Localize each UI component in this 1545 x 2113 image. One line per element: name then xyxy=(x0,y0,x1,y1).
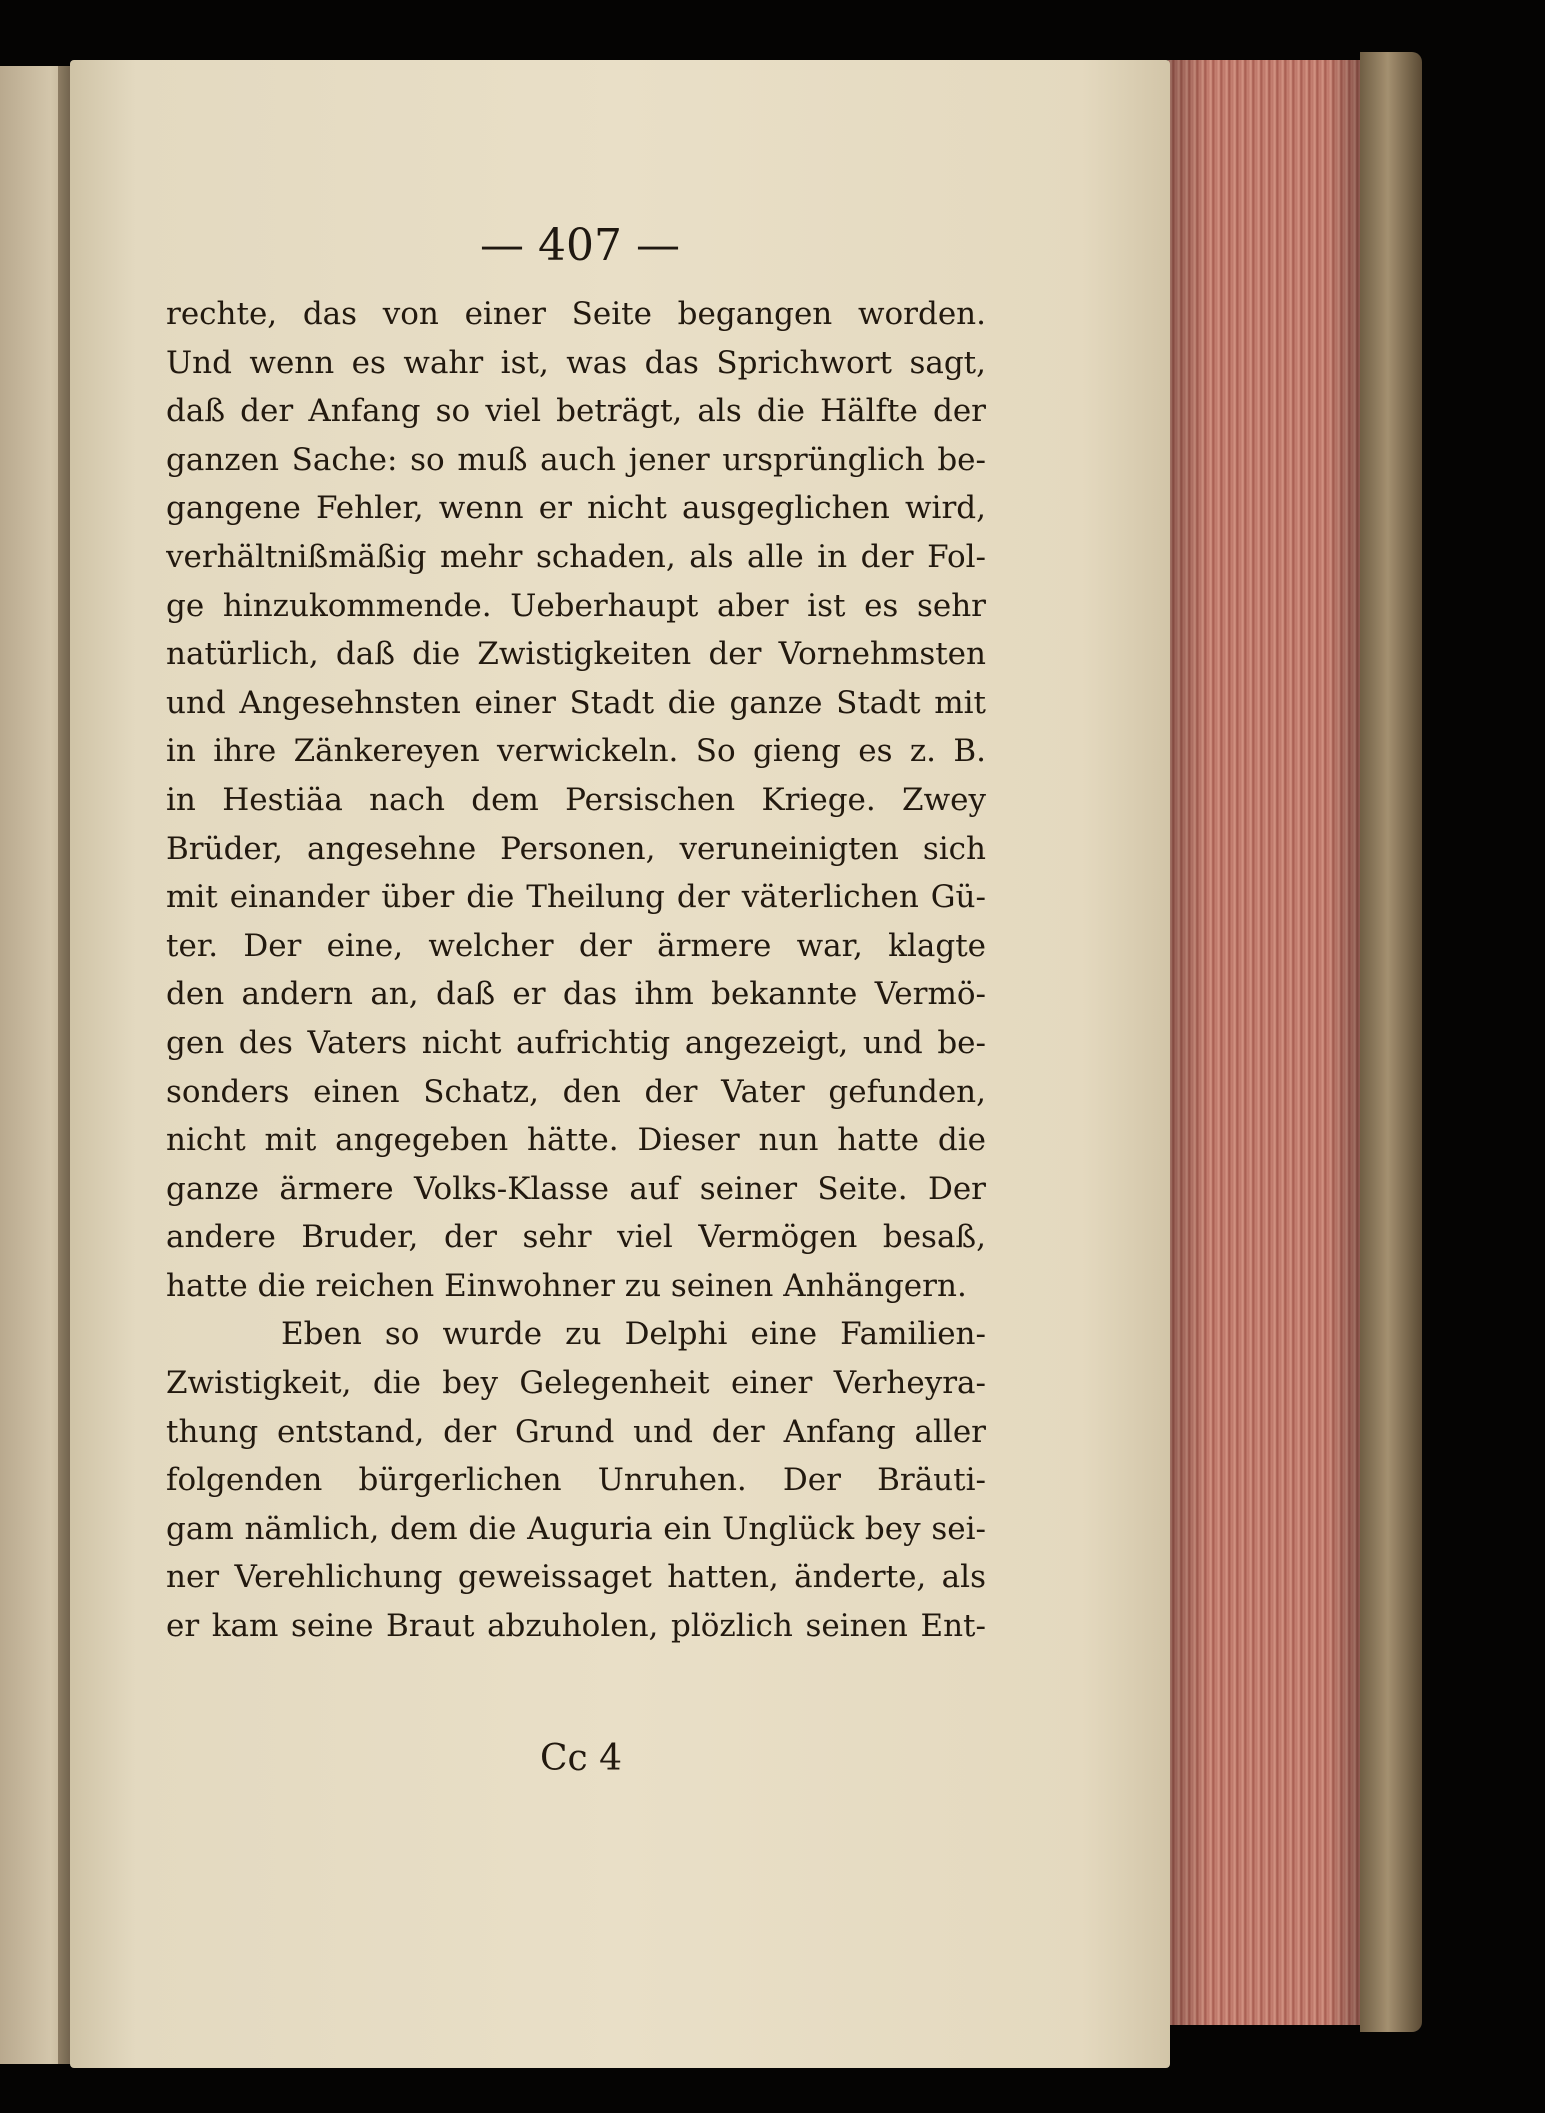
text-line: Zwistigkeit, die bey Gelegenheit einer Verheyra- xyxy=(166,1365,986,1402)
text-line: natürlich, daß die Zwistigkeiten der Vornehmsten xyxy=(166,636,986,673)
book-cover-edge xyxy=(1360,52,1422,2032)
body-text xyxy=(166,290,986,1651)
text-line: Brüder, angesehne Personen, veruneinigten sich xyxy=(166,830,986,867)
text-line: in ihre Zänkereyen verwickeln. So gieng es z. B. xyxy=(166,733,986,770)
text-line: er kam seine Braut abzuholen, plözlich seinen Ent- xyxy=(166,1608,986,1645)
text-line: und Angesehnsten einer Stadt die ganze Stadt mit xyxy=(166,684,986,721)
text-line: andere Bruder, der sehr viel Vermögen besaß, xyxy=(166,1219,986,1256)
text-line: rechte, das von einer Seite begangen worden. xyxy=(166,296,986,332)
text-line: in Hestiäa nach dem Persischen Kriege. Zwey xyxy=(166,781,986,818)
text-line: ge hinzukommende. Ueberhaupt aber ist es sehr xyxy=(166,587,986,624)
text-line: daß der Anfang so viel beträgt, als die Hälfte der xyxy=(166,393,986,430)
text-line: nicht mit angegeben hätte. Dieser nun hatte die xyxy=(166,1122,986,1159)
fore-edge-shading xyxy=(1168,60,1368,2025)
text-line: folgenden bürgerlichen Unruhen. Der Bräuti- xyxy=(166,1462,986,1499)
text-line: gam nämlich, dem die Auguria ein Unglück bey sei- xyxy=(166,1510,986,1547)
text-line: sonders einen Schatz, den der Vater gefunden, xyxy=(166,1073,986,1110)
paragraph-1 xyxy=(166,290,986,1310)
text-line: hatte die reichen Einwohner zu seinen Anhängern. xyxy=(166,1267,967,1304)
text-line: ter. Der eine, welcher der ärmere war, klagte xyxy=(166,927,986,964)
text-line: verhältnißmäßig mehr schaden, als alle in der Fol- xyxy=(166,538,986,575)
text-line: Eben so wurde zu Delphi eine Familien- xyxy=(281,1316,986,1353)
text-line: ner Verehlichung geweissaget hatten, änderte, als xyxy=(166,1559,986,1596)
text-line: mit einander über die Theilung der väterlichen Gü- xyxy=(166,879,986,916)
paragraph-2 xyxy=(166,1310,986,1650)
text-line: Und wenn es wahr ist, was das Sprichwort sagt, xyxy=(166,344,986,381)
text-line: den andern an, daß er das ihm bekannte Vermö- xyxy=(166,976,986,1013)
page-number: — 407 — xyxy=(480,220,680,271)
text-line: ganze ärmere Volks-Klasse auf seiner Seite. Der xyxy=(166,1170,986,1207)
signature-mark: Cc 4 xyxy=(540,1738,623,1779)
text-line: gangene Fehler, wenn er nicht ausgeglichen wird, xyxy=(166,490,986,527)
text-line: gen des Vaters nicht aufrichtig angezeigt, und be- xyxy=(166,1024,986,1061)
text-line: ganzen Sache: so muß auch jener ursprünglich be- xyxy=(166,441,986,478)
text-line: thung entstand, der Grund und der Anfang aller xyxy=(166,1413,986,1450)
